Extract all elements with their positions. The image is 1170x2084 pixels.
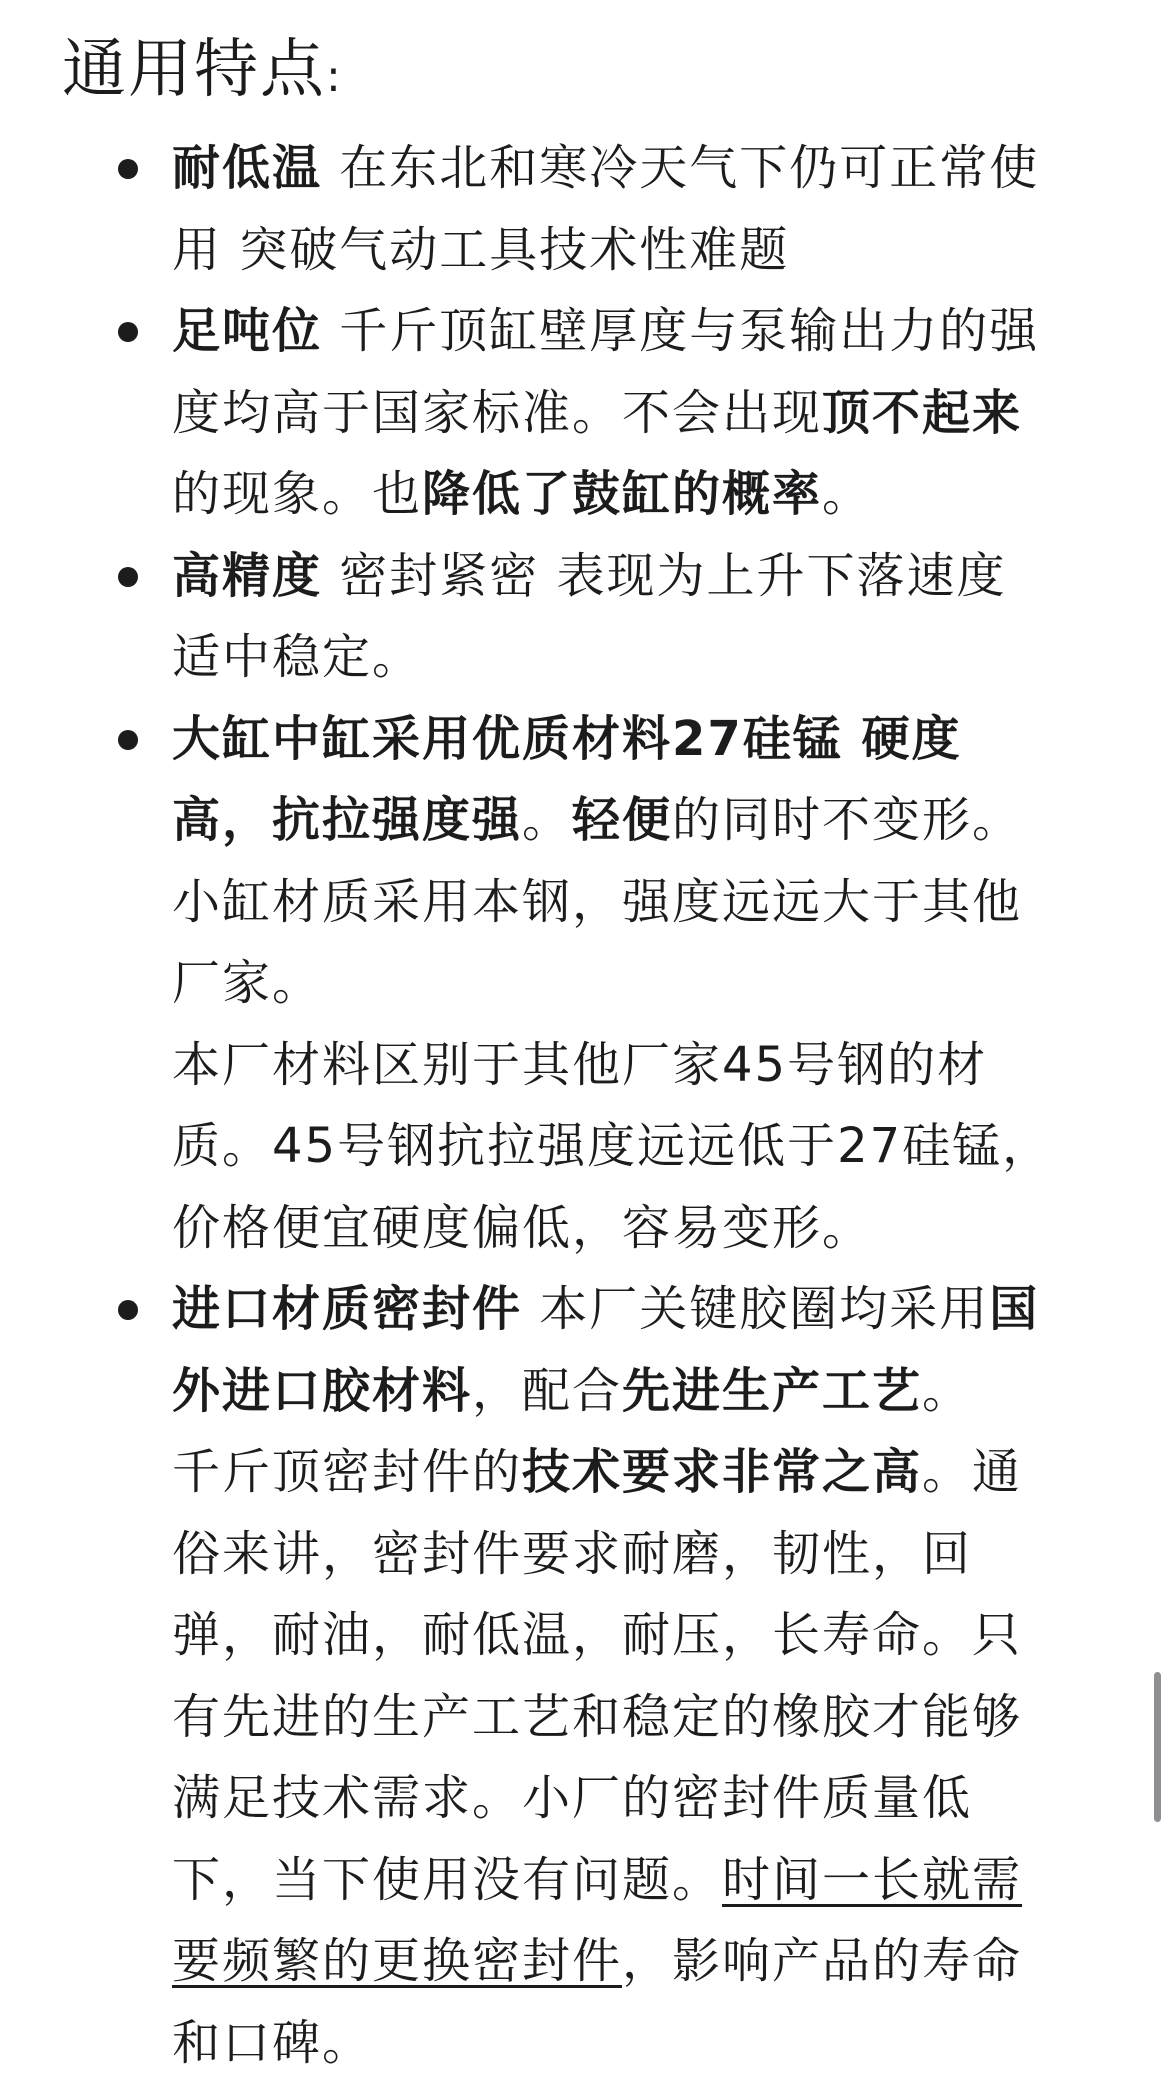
feature-item	[0, 699, 1102, 1270]
emphasis-text: 技术要求非常之高	[522, 1444, 922, 1500]
text-line	[172, 780, 1102, 862]
body-text: 下，当下使用没有问题。	[172, 1852, 722, 1908]
emphasis-text: 高，抗拉强度强	[172, 792, 522, 848]
body-text: 本厂材料区别于其他厂家45号钢的材	[172, 1037, 987, 1093]
heading-text: 通用特点	[62, 33, 326, 107]
bullet-dot-icon	[118, 1300, 138, 1320]
feature-item	[0, 128, 1102, 291]
body-text: 价格便宜硬度偏低，容易变形。	[172, 1200, 872, 1256]
text-line	[172, 210, 1102, 292]
underlined-text: 要频繁的更换密封件	[172, 1933, 622, 1989]
text-line	[172, 536, 1102, 618]
body-text: 有先进的生产工艺和稳定的橡胶才能够	[172, 1689, 1022, 1745]
text-line	[172, 373, 1102, 455]
body-text: 密封紧密 表现为上升下落速度	[322, 548, 1007, 604]
text-line	[172, 1269, 1102, 1351]
emphasis-text: 轻便	[572, 792, 672, 848]
body-text: 和口碑。	[172, 2015, 372, 2071]
body-text: 度均高于国家标准。不会出现	[172, 385, 822, 441]
text-line	[172, 1106, 1102, 1188]
feature-item	[0, 1269, 1102, 2084]
text-line	[172, 1514, 1102, 1596]
text-line	[172, 1351, 1102, 1433]
body-text: 的现象。也	[172, 466, 422, 522]
scrollbar-thumb[interactable]	[1154, 1672, 1161, 1822]
body-text: 千斤顶密封件的	[172, 1444, 522, 1500]
text-line	[172, 1758, 1102, 1840]
text-line	[172, 128, 1102, 210]
emphasis-text: 外进口胶材料	[172, 1363, 472, 1419]
text-line	[172, 454, 1102, 536]
body-text: 。通	[922, 1444, 1022, 1500]
feature-item	[0, 536, 1102, 699]
text-line	[172, 1595, 1102, 1677]
feature-list	[0, 128, 1170, 2084]
emphasis-text: 足吨位	[172, 303, 322, 359]
body-text: 满足技术需求。小厂的密封件质量低	[172, 1770, 972, 1826]
emphasis-text: 降低了鼓缸的概率	[422, 466, 822, 522]
emphasis-text: 高精度	[172, 548, 322, 604]
emphasis-text: 先进生产工艺	[622, 1363, 922, 1419]
text-line	[172, 699, 1102, 781]
body-text: 俗来讲，密封件要求耐磨，韧性，回	[172, 1526, 972, 1582]
heading-colon: :	[326, 51, 343, 102]
body-text: 。	[822, 466, 872, 522]
text-line	[172, 1677, 1102, 1759]
body-text: 弹，耐油，耐低温，耐压，长寿命。只	[172, 1607, 1022, 1663]
emphasis-text: 大缸中缸采用优质材料27硅锰 硬度	[172, 711, 962, 767]
emphasis-text: 国	[989, 1281, 1039, 1337]
emphasis-text: 顶不起来	[822, 385, 1022, 441]
text-line	[172, 1025, 1102, 1107]
body-text: 的同时不变形。	[672, 792, 1022, 848]
bullet-dot-icon	[118, 322, 138, 342]
emphasis-text: 耐低温	[172, 140, 322, 196]
body-text: 小缸材质采用本钢，强度远远大于其他	[172, 874, 1022, 930]
body-text: 用 突破气动工具技术性难题	[172, 222, 789, 278]
text-line	[172, 291, 1102, 373]
text-line	[172, 1921, 1102, 2003]
feature-item	[0, 291, 1102, 536]
bullet-dot-icon	[118, 730, 138, 750]
bullet-dot-icon	[118, 159, 138, 179]
text-line	[172, 1432, 1102, 1514]
body-text: 在东北和寒冷天气下仍可正常使	[322, 140, 1039, 196]
section-heading	[62, 22, 343, 125]
text-line	[172, 943, 1102, 1025]
underlined-text: 时间一长就需	[722, 1852, 1022, 1908]
text-line	[172, 1840, 1102, 1922]
body-text: 质。45号钢抗拉强度远远低于27硅锰，	[172, 1118, 1052, 1174]
text-line	[172, 862, 1102, 944]
body-text: 。	[922, 1363, 972, 1419]
text-line	[172, 1188, 1102, 1270]
bullet-dot-icon	[118, 567, 138, 587]
body-text: 适中稳定。	[172, 629, 422, 685]
body-text: ，配合	[472, 1363, 622, 1419]
body-text: ，影响产品的寿命	[622, 1933, 1022, 1989]
body-text: 厂家。	[172, 955, 322, 1011]
emphasis-text: 进口材质密封件	[172, 1281, 522, 1337]
text-line	[172, 2003, 1102, 2084]
body-text: 。	[522, 792, 572, 848]
body-text: 本厂关键胶圈均采用	[522, 1281, 989, 1337]
body-text: 千斤顶缸壁厚度与泵输出力的强	[322, 303, 1039, 359]
text-line	[172, 617, 1102, 699]
